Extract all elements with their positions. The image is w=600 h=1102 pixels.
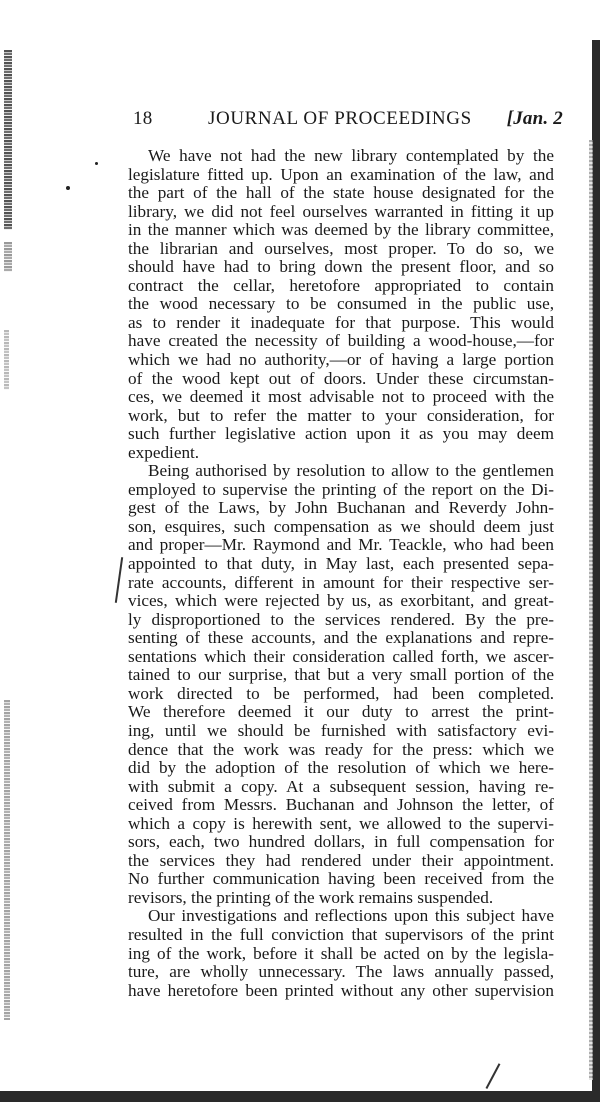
text-line: have created the necessity of building a wood-house,—for <box>128 331 554 351</box>
text-line: rate accounts, different in amount for their respective ser- <box>128 572 554 592</box>
text-line: sentations which their consideration called forth, we ascer- <box>128 646 554 666</box>
text-line: revisors, the printing of the work remains suspended. <box>128 887 494 907</box>
text-line: which a copy is herewith sent, we allowed to the supervi- <box>128 813 554 833</box>
text-line: of the wood kept out of doors. Under these circumstan- <box>128 368 554 388</box>
margin-pen-mark <box>115 557 123 603</box>
text-line: Being authorised by resolution to allow to the gentlemen <box>148 461 554 481</box>
margin-pen-mark <box>486 1063 500 1088</box>
text-line: employed to supervise the printing of the report on the Di- <box>128 479 554 499</box>
text-line: ing, until we should be furnished with satisfactory evi- <box>128 720 554 740</box>
text-line: contract the cellar, heretofore appropriated to contain <box>128 275 554 295</box>
binding-shadow <box>4 50 12 230</box>
ink-speck <box>66 186 70 190</box>
text-line: resulted in the full conviction that supervisors of the print <box>128 924 554 944</box>
date-marker: [Jan. 2 <box>506 108 563 129</box>
text-line: which we had no authority,—or of having a large portion <box>128 350 554 370</box>
text-line: We have not had the new library contemplated by the <box>148 146 554 165</box>
text-line: ly disproportioned to the services rendered. By the pre- <box>128 609 554 629</box>
text-line: senting of these accounts, and the explanations and repre- <box>128 628 554 648</box>
text-line: work directed to be performed, had been completed. <box>128 683 554 703</box>
page-body <box>128 147 554 1000</box>
text-line: appointed to that duty, in May last, each presented sepa- <box>128 554 554 574</box>
text-line: Our investigations and reflections upon this subject have <box>148 906 554 926</box>
text-line: dence that the work was ready for the press: which we <box>128 739 554 759</box>
text-line: gest of the Laws, by John Buchanan and Reverdy John- <box>128 498 554 518</box>
text-line: legislature fitted up. Upon an examination of the law, and <box>128 164 554 184</box>
text-line: library, we did not feel ourselves warranted in fitting it up <box>128 201 554 221</box>
text-line: tained to our surprise, that but a very small portion of the <box>128 665 554 685</box>
scan-bottom-border <box>0 1091 600 1102</box>
text-line: son, esquires, such compensation as we should deem just <box>128 516 554 536</box>
text-line: No further communication having been received from the <box>128 869 554 889</box>
text-line: in the manner which was deemed by the library committee, <box>128 220 554 240</box>
text-line: and proper—Mr. Raymond and Mr. Teackle, who had been <box>128 535 554 555</box>
text-line: such further legislative action upon it as you may deem <box>128 424 554 444</box>
text-line: should have had to bring down the present floor, and so <box>128 257 554 277</box>
text-line: sors, each, two hundred dollars, in full compensation for <box>128 832 554 852</box>
text-line: as to render it inadequate for that purpose. This would <box>128 312 554 332</box>
page-number: 18 <box>133 108 153 129</box>
text-line: ing of the work, before it shall be acted on by the legisla- <box>128 943 554 963</box>
text-line: did by the adoption of the resolution of which we here- <box>128 758 554 778</box>
paragraph-digest-of-laws <box>128 462 554 907</box>
text-line: have heretofore been printed without any other supervision <box>128 980 554 1000</box>
running-header <box>133 108 563 132</box>
text-line: We therefore deemed it our duty to arrest the print- <box>128 702 554 722</box>
paragraph-library <box>128 147 554 462</box>
text-line: with submit a copy. At a subsequent session, having re- <box>128 776 554 796</box>
ink-speck <box>95 162 98 165</box>
text-line: ces, we deemed it most advisable not to proceed with the <box>128 387 554 407</box>
paragraph-supervisors <box>128 907 554 1000</box>
running-title: JOURNAL OF PROCEEDINGS <box>208 108 472 129</box>
text-line: ture, are wholly unnecessary. The laws annually passed, <box>128 962 554 982</box>
text-line: the services they had rendered under their appointment. <box>128 850 554 870</box>
scan-right-border <box>592 40 600 1102</box>
text-line: vices, which were rejected by us, as exorbitant, and great- <box>128 591 554 611</box>
binding-shadow <box>4 242 12 272</box>
binding-shadow <box>4 330 9 390</box>
text-line: work, but to refer the matter to your consideration, for <box>128 405 554 425</box>
binding-shadow <box>4 700 10 1020</box>
text-line: the part of the hall of the state house designated for the <box>128 183 554 203</box>
text-line: ceived from Messrs. Buchanan and Johnson the letter, of <box>128 795 554 815</box>
text-line: expedient. <box>128 442 200 462</box>
text-line: the wood necessary to be consumed in the public use, <box>128 294 554 314</box>
text-line: the librarian and ourselves, most proper. To do so, we <box>128 238 554 258</box>
